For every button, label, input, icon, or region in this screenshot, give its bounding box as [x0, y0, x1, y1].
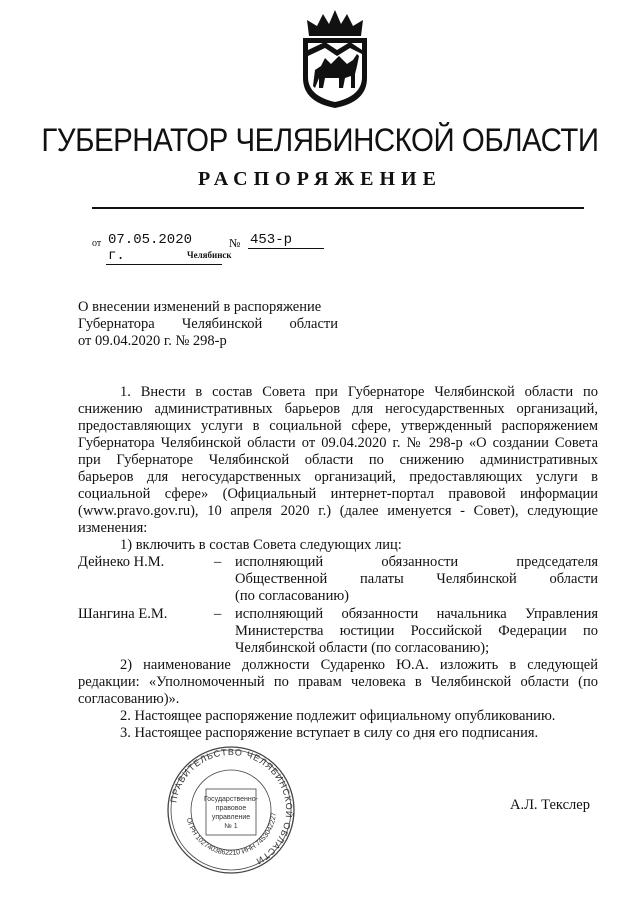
paragraph-line: барьеров для негосударственных организаций, предоставляющих услуги в: [78, 469, 598, 485]
paragraph-line: социальной сфере» (Официальный интернет-портал правовой информации: [78, 486, 598, 502]
person-position-line: Челябинской области (по согласованию);: [235, 639, 490, 656]
person-dash: –: [214, 554, 222, 570]
document-type: РАСПОРЯЖЕНИЕ: [198, 168, 442, 190]
city-label: Челябинск: [187, 250, 232, 260]
document-subject: [78, 299, 338, 350]
person-position-line: Общественной палаты Челябинской области: [235, 571, 598, 588]
paragraph-2: 2. Настоящее распоряжение подлежит официальному опубликованию.: [120, 708, 556, 725]
subitem-2-line: 2) наименование должности Сударенко Ю.А. изложить в следующей: [120, 657, 598, 674]
header-divider: [92, 207, 584, 209]
date-label: от: [92, 238, 102, 249]
person-position-line: Министерства юстиции Российской Федерации по: [235, 622, 598, 639]
signature-name: А.Л. Текслер: [510, 797, 590, 813]
subject-line: от 09.04.2020 г. № 298-р: [78, 333, 227, 349]
official-seal-stamp: [166, 745, 296, 875]
person-position-line: исполняющий обязанности председателя: [235, 554, 598, 570]
subject-line: [78, 316, 338, 333]
svg-text:ПРАВИТЕЛЬСТВО ЧЕЛЯБИНСКОЙ ОБЛА: ПРАВИТЕЛЬСТВО ЧЕЛЯБИНСКОЙ ОБЛАСТИ: [168, 746, 295, 867]
coat-of-arms-emblem: [295, 6, 375, 110]
paragraph-line: при Губернаторе Челябинской области по снижению административных: [78, 452, 598, 468]
paragraph-line: снижению административных барьеров для негосударственных организаций,: [78, 401, 598, 417]
svg-text:ОГРН 1027403862210 ИНН 7453042: ОГРН 1027403862210 ИНН 7453042227: [184, 812, 278, 858]
paragraph-line: 1. Внести в состав Совета при Губернаторе Челябинской области по: [120, 384, 598, 400]
person-dash: –: [214, 605, 222, 622]
paragraph-line: (www.pravo.gov.ru), 10 апреля 2020 г.) (далее именуется - Совет), следующие: [78, 503, 598, 519]
person-row: [78, 606, 598, 623]
paragraph-line: предоставляющих услуги в социальной сфере, утвержденный распоряжением: [78, 418, 598, 434]
subject-word: Челябинской: [181, 316, 263, 332]
subject-word: области: [289, 316, 338, 332]
date-value: 07.05.2020 г.: [106, 232, 222, 265]
document-body: [78, 384, 598, 742]
svg-text:правовое: правовое: [215, 805, 247, 812]
svg-text:№ 1: № 1: [224, 823, 238, 830]
subject-line: О внесении изменений в распоряжение: [78, 299, 322, 315]
number-value: 453-р: [248, 232, 324, 249]
number-label: №: [229, 236, 241, 250]
subitem-2-line: согласованию)».: [78, 691, 180, 708]
subitem-1: 1) включить в состав Совета следующих лиц:: [120, 537, 402, 553]
person-name: Шангина Е.М.: [78, 605, 168, 622]
person-name: Дейнеко Н.М.: [78, 554, 165, 570]
svg-text:управление: управление: [211, 814, 251, 821]
svg-text:Государственно-: Государственно-: [203, 796, 259, 803]
person-row: [78, 554, 598, 571]
governor-title: ГУБЕРНАТОР ЧЕЛЯБИНСКОЙ ОБЛАСТИ: [41, 122, 599, 158]
person-position-line: (по согласованию): [235, 588, 349, 605]
paragraph-line: Губернатора Челябинской области от 09.04.2020 г. № 298-р «О создании Совета: [78, 435, 598, 451]
subitem-2-line: редакции: «Уполномоченный по правам человека в Челябинской области (по: [78, 674, 598, 691]
subject-word: Губернатора: [78, 316, 155, 332]
paragraph-line: изменения:: [78, 520, 148, 536]
paragraph-3: 3. Настоящее распоряжение вступает в силу со дня его подписания.: [120, 725, 539, 742]
person-position-line: исполняющий обязанности начальника Управления: [235, 605, 598, 622]
